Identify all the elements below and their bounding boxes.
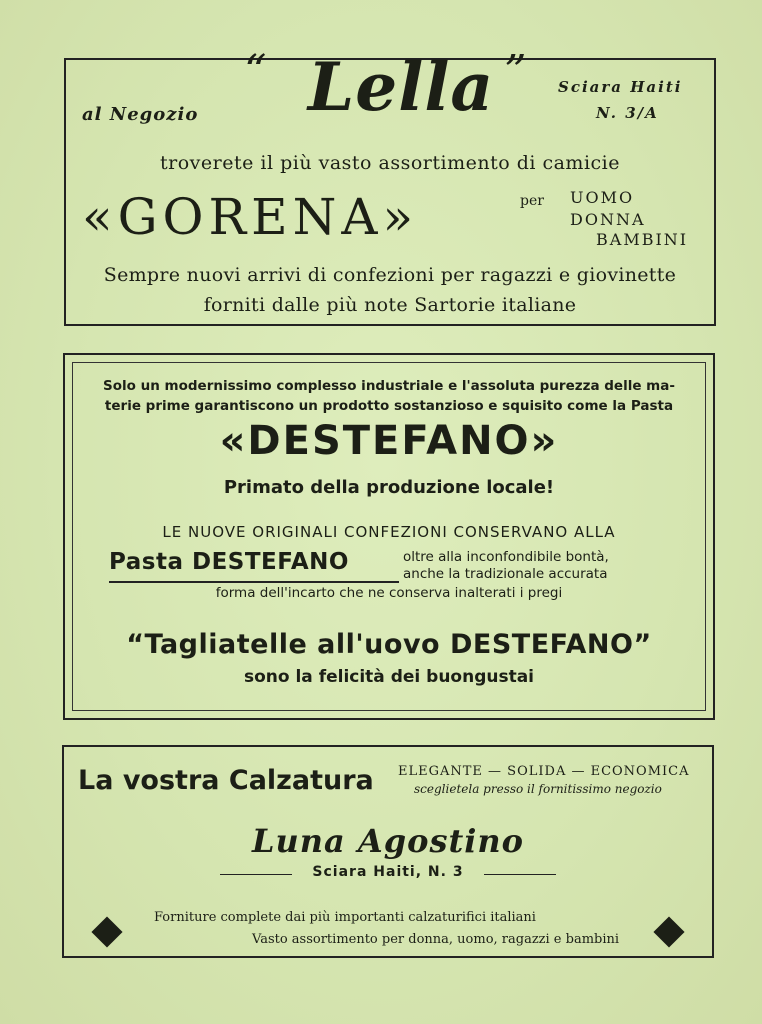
- negozio-label: al Negozio: [82, 104, 199, 125]
- gorena-target-donna: DONNA: [570, 210, 646, 229]
- destefano-brand: «DESTEFANO»: [219, 418, 559, 464]
- calzatura-sceglietela: sceglietela presso il fornitissimo negozio: [414, 782, 662, 796]
- ad-destefano: [63, 353, 715, 720]
- destefano-nuove-confezioni: LE NUOVE ORIGINALI CONFEZIONI CONSERVANO ALLA: [162, 523, 616, 541]
- destefano-primato: Primato della produzione locale!: [223, 477, 555, 498]
- lella-line-1: Sempre nuovi arrivi di confezioni per ragazzi e giovinette: [103, 264, 677, 286]
- pasta-destefano-underline: [109, 581, 399, 583]
- luna-forniture: Forniture complete dai più importanti calzaturifici italiani: [154, 910, 536, 925]
- ad-lella: [64, 46, 716, 326]
- destefano-anche: anche la tradizionale accurata: [403, 566, 608, 582]
- diamond-ornament-left: [91, 916, 122, 947]
- destefano-oltre: oltre alla inconfondibile bontà,: [403, 549, 609, 565]
- lella-line-2: forniti dalle più note Sartorie italiane: [203, 294, 577, 316]
- lella-address-street: Sciara Haiti: [558, 78, 683, 96]
- luna-vasto: Vasto assortimento per donna, uomo, ragazzi e bambini: [252, 932, 620, 947]
- destefano-tagliatelle: “Tagliatelle all'uovo DESTEFANO”: [126, 629, 652, 660]
- gorena-per: per: [520, 193, 544, 209]
- destefano-felicita: sono la felicità dei buongustai: [243, 667, 535, 687]
- lella-quote-close: ”: [504, 46, 527, 97]
- lella-brand: Lella: [307, 48, 495, 126]
- address-rule-right: [484, 874, 556, 875]
- lella-address-number: N. 3/A: [596, 104, 659, 122]
- calzatura-qualities: ELEGANTE — SOLIDA — ECONOMICA: [398, 764, 690, 779]
- diamond-ornament-right: [653, 916, 684, 947]
- ad-luna-agostino: [62, 745, 714, 958]
- pasta-destefano-label: Pasta DESTEFANO: [109, 549, 349, 575]
- destefano-intro-1: Solo un modernissimo complesso industriale e l'assoluta purezza delle ma-: [103, 378, 675, 394]
- gorena-target-uomo: UOMO: [570, 188, 635, 207]
- luna-agostino-brand: Luna Agostino: [251, 822, 524, 860]
- lella-quote-open: “: [244, 46, 267, 97]
- gorena-target-bambini: BAMBINI: [596, 230, 689, 249]
- destefano-forma: forma dell'incarto che ne conserva inalterati i pregi: [215, 585, 563, 601]
- calzatura-headline: La vostra Calzatura: [78, 765, 374, 796]
- luna-address: Sciara Haiti, N. 3: [312, 864, 464, 880]
- destefano-intro-2: terie prime garantiscono un prodotto sostanzioso e squisito come la Pasta: [104, 398, 674, 414]
- gorena-product: «GORENA»: [82, 188, 419, 246]
- lella-assortment-text: troverete il più vasto assortimento di camicie: [160, 152, 620, 174]
